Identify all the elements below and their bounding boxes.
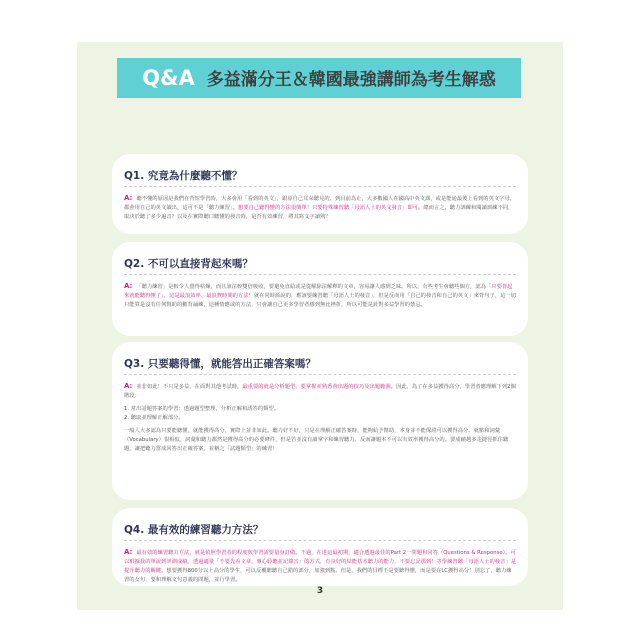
page-number: 3 — [316, 586, 324, 596]
divider — [124, 374, 516, 375]
answer-text — [124, 282, 516, 310]
question-title: Q2. 不可以直接背起來嗎？ — [124, 258, 253, 270]
question-title: Q3. 只要聽得懂，就能答出正確答案嗎？ — [124, 358, 316, 370]
answer-span: 」， — [161, 293, 170, 299]
answer-text — [124, 548, 516, 585]
answer-span: 就在同時源說的，應該要練習聽「母語人士的發音」，但是反而用「自己的發音和自己的英文」來背句子，這一切只能算是沒有任何幫助的數背誦練，這種情應或的方法，只會讓自己更多學習者感到無比挫折，所以可能是針對多益學習的禁忌。 — [124, 293, 517, 308]
answer-highlight: 最重要的就是分析題型，要掌握並熟悉會出題的技巧及出題範圍 — [242, 384, 391, 390]
answer-paragraph: 一般人大多認為只要能聽懂，就能獲得高分，實際上並非如此。聽力好不好，只是在理解正確答案時，能夠給予幫助，本身並不能保證可以獲得高分。就點和詞彙（Vocabulary）很相似，詞彙和聽力都然是獲得高分的必要條件，但是若並沒有讀掌字和練習聽力，反而讓題本不可以有效率獲得高分的。要成績越多走捷徑抓住聽題，讓把聽力當成回答出正確答案，並稱之「試題類型」的練習！ — [124, 428, 509, 452]
answer-list-item: 1. 常出話題答案的學習：透過題型整理，分析正解和誘答的類型。 — [124, 406, 280, 412]
answer-span: 。想要獲得800分以上高分的學生，可以反覆聽聽自己錯的部分，加強到點。但是，我們的目標不是要聽得懂，而是要在LC獲得高分！別忘了，聽力練習的女句，要和理解文句意義的問題，並行學習。 — [124, 568, 512, 583]
divider — [124, 274, 516, 275]
answer-highlight: 這是最浪效率、最浪費時間的方法！ — [169, 293, 254, 299]
qa-header-title: 多益滿分王＆韓國最強講師為考生解惑 — [206, 70, 496, 90]
answer-mark: A: — [124, 194, 133, 202]
answer-text — [124, 382, 516, 458]
qa-logo-text: Q&A — [142, 66, 195, 90]
answer-mark: A: — [124, 382, 133, 390]
answer-highlight: 想要自己聽得懂的方法很簡單！只要特殊練習聽「母語人士的英文發音」即可。 — [237, 205, 424, 211]
answer-span: 總而言之，聽力訓練和閱讀訓練不同，取決於聽了多少遍音？以及在實際聽口聽懂的發音時，是否有效練習，將其寫文字讀熟？ — [124, 205, 514, 220]
question-card-4 — [112, 508, 528, 586]
divider — [124, 186, 516, 187]
answer-span: 「聽力練習」是較令人覺得枯燥，而且該法較雙倍吸收，要避免直給或是從解除法解釋的文章，容易讓人感到乏味。所以，有些考生會聽些個方，認為「 — [136, 284, 492, 290]
question-card-3 — [112, 342, 528, 500]
question-card-1 — [112, 154, 528, 234]
divider — [124, 540, 516, 541]
answer-paragraph — [124, 382, 516, 401]
answer-list-item: 2. 聽取並理解正解部分。 — [124, 415, 184, 421]
question-card-2 — [112, 242, 528, 336]
answer-highlight: 等學練習聽「母語人士的發音」是提升聽力的關鍵 — [124, 559, 516, 574]
answer-text — [124, 194, 516, 222]
page-background — [77, 42, 563, 610]
question-title: Q4. 最有效的練習聽力方法？ — [124, 524, 264, 536]
answer-highlight: 只要背起來就能聽得懂了 — [124, 284, 513, 299]
qa-header-banner — [117, 58, 521, 98]
question-title: Q1. 究竟為什麼聽不懂？ — [124, 170, 243, 182]
answer-span: 並非如此！不只是多益，在面對其他考試時， — [136, 384, 243, 390]
answer-mark: A: — [124, 282, 133, 290]
qa-header-title-line — [117, 58, 521, 98]
answer-span: 。因此，為了在多益獲得高分，學習者應理解下列2個階段： — [124, 384, 516, 399]
answer-mark: A: — [124, 548, 133, 556]
answer-span: 聽不懂的原因是我們在背短學習時，大多會用「看到的英文」，跟原自己耳朵聽見的，到目前為止，大多數國人在國高中英文課，或是能通最後上看到的英文字母，都會用自己的英文讀出，這可不是「聽力練習」。 — [124, 196, 516, 211]
answer-highlight: 最有效的練習聽力方法，就是依照學習者的程度與學習需要量身訂做。不過，在達這最初期，適合透過最佳的Part 2一問題和回答（Questions & Response）。可以根據我的單說到評測成績，透過適量「不要先看文章，專心聆聽並記錄音」的方式，有良好的結能基本聽力的能力，不要忘記那到！ — [124, 550, 516, 565]
